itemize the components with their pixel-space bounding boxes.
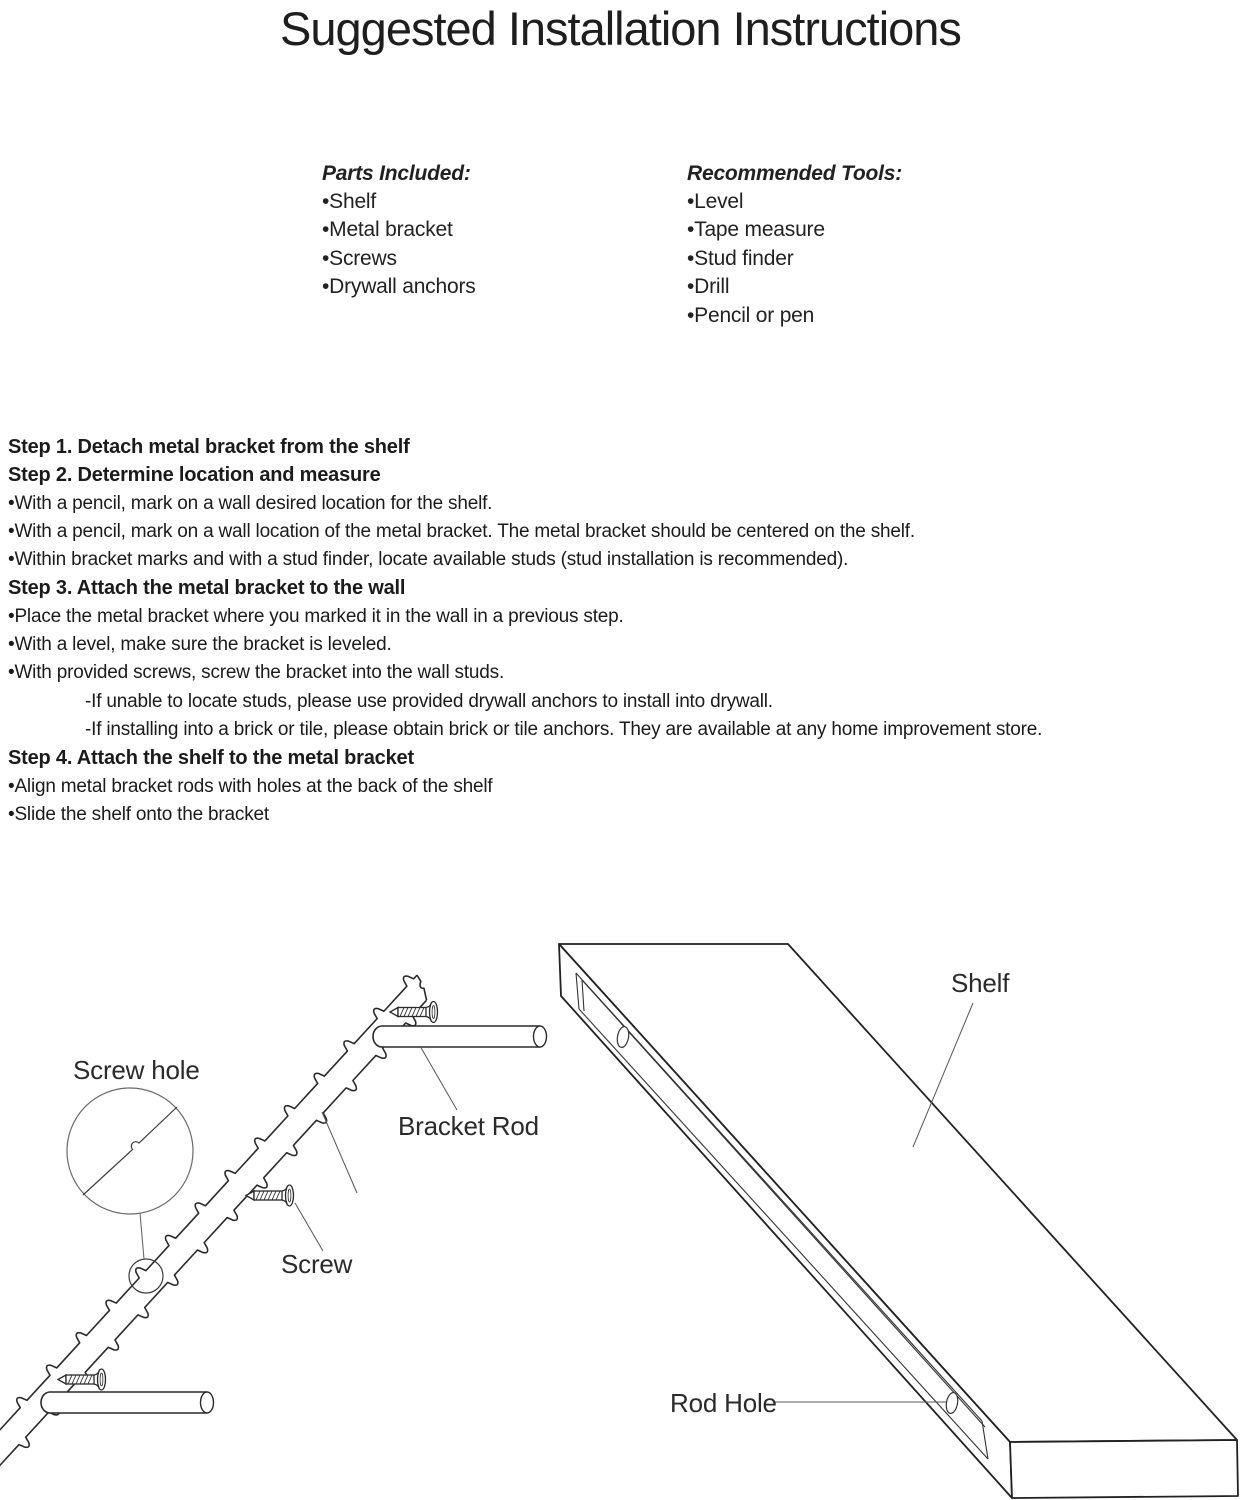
tools-item: •Level: [687, 190, 744, 213]
parts-included-header: Parts Included:: [322, 162, 471, 185]
tools-item: •Tape measure: [687, 218, 825, 242]
bracket-rod-leader-line: [420, 1046, 457, 1110]
parts-item: •Shelf: [322, 190, 377, 213]
step-bullet: •Align metal bracket rods with holes at the back of the shelf: [8, 775, 493, 797]
step-subnote: -If installing into a brick or tile, please obtain brick or tile anchors. They are available at any home improvement store.: [85, 718, 1043, 740]
recommended-tools-header: Recommended Tools:: [687, 162, 902, 185]
screw-hole-label: Screw hole: [73, 1055, 200, 1085]
parts-item: •Screws: [322, 246, 397, 270]
step-heading: Step 4. Attach the shelf to the metal bracket: [8, 747, 414, 770]
parts-item: •Metal bracket: [322, 218, 453, 242]
screw-label: Screw: [281, 1249, 353, 1279]
bracket-leader-line: [322, 1112, 357, 1193]
step-bullet: •With a pencil, mark on a wall desired location for the shelf.: [8, 492, 493, 514]
bracket-rod-drawing-bottom: [41, 1392, 214, 1413]
tools-item: •Drill: [687, 275, 730, 299]
tools-item: •Pencil or pen: [687, 303, 815, 327]
highlight-circle: [129, 1259, 163, 1293]
step-heading: Step 3. Attach the metal bracket to the wall: [8, 577, 406, 600]
step-bullet: •Slide the shelf onto the bracket: [8, 803, 269, 825]
step-heading: Step 1. Detach metal bracket from the shelf: [8, 436, 410, 458]
step-bullet: •Within bracket marks and with a stud finder, locate available studs (stud installation is recommended).: [8, 549, 849, 571]
shelf-label: Shelf: [951, 968, 1010, 998]
step-bullet: •Place the metal bracket where you marked it in the wall in a previous step.: [8, 605, 624, 627]
step-heading: Step 2. Determine location and measure: [8, 464, 381, 487]
bracket-rod-drawing-top: [373, 1026, 546, 1047]
magnifier-connector-line: [140, 1213, 144, 1259]
shelf-front-face: [1010, 1440, 1238, 1498]
screw-drawing-bottom: [58, 1369, 106, 1390]
page-title: Suggested Installation Instructions: [280, 2, 961, 55]
shelf-drawing: [559, 944, 1238, 1498]
step-bullet: •With a level, make sure the bracket is leveled.: [8, 634, 392, 656]
bracket-rod-label: Bracket Rod: [398, 1111, 539, 1141]
bracket-upper-edge: [0, 969, 417, 1465]
step-bullet: •With provided screws, screw the bracket into the wall studs.: [8, 662, 505, 684]
tools-item: •Stud finder: [687, 246, 794, 270]
parts-item: •Drywall anchors: [322, 275, 476, 299]
screw-hole-detail: [67, 1088, 193, 1293]
step-bullet: •With a pencil, mark on a wall location of the metal bracket. The metal bracket should be centered on the shelf.: [8, 520, 915, 542]
bracket-lower-edge: [0, 1000, 433, 1487]
magnified-edge-line: [83, 1107, 177, 1195]
rod-hole-label: Rod Hole: [670, 1388, 777, 1418]
screw-leader-line: [295, 1203, 323, 1251]
step-subnote: -If unable to locate studs, please use provided drywall anchors to install into drywall.: [85, 690, 773, 712]
